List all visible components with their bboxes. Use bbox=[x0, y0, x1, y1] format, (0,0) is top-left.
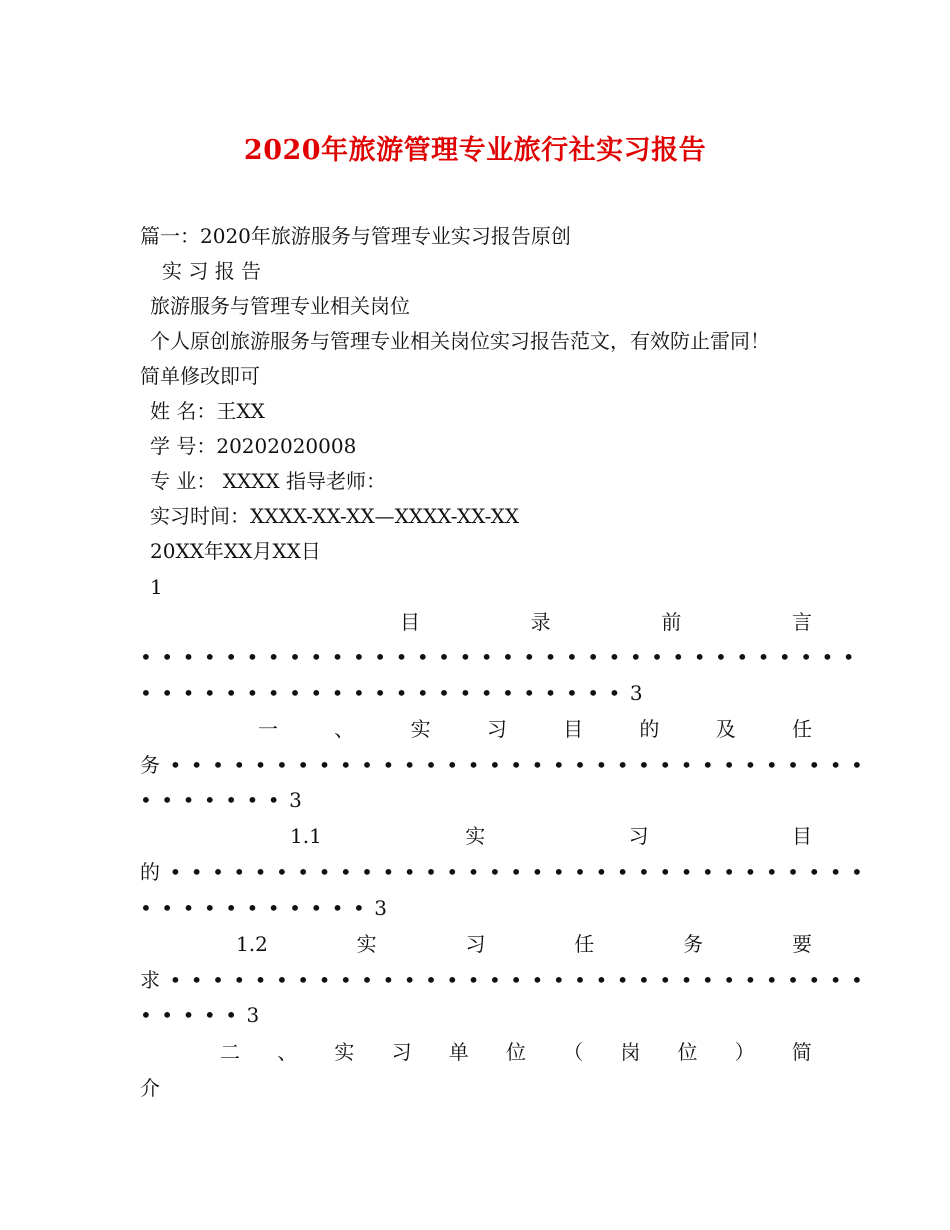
toc-char: 目 bbox=[791, 824, 812, 848]
toc-char: 习 bbox=[486, 717, 507, 741]
toc-char: 录 bbox=[530, 610, 551, 634]
page-number: 1 bbox=[150, 575, 163, 599]
toc-char: （ bbox=[563, 1040, 584, 1064]
toc-char: 位 bbox=[677, 1040, 698, 1064]
internship-period-field: 实习时间：XXXX-XX-XX—XXXX-XX-XX bbox=[150, 504, 520, 528]
toc-char: 1.2 bbox=[236, 932, 268, 956]
date-line: 20XX年XX月XX日 bbox=[150, 539, 321, 563]
toc-char: 言 bbox=[791, 610, 812, 634]
toc-row-section-2 bbox=[220, 1038, 812, 1066]
name-field: 姓 名：王XX bbox=[150, 399, 265, 423]
toc-char: 岗 bbox=[620, 1040, 641, 1064]
toc-char: 习 bbox=[391, 1040, 412, 1064]
toc-leader-end: •••••••••••3 bbox=[140, 896, 397, 920]
toc-char: 目 bbox=[563, 717, 584, 741]
major-line: 旅游服务与管理专业相关岗位 bbox=[150, 294, 410, 318]
article-heading: 篇一：2020年旅游服务与管理专业实习报告原创 bbox=[140, 224, 571, 248]
toc-char: 简 bbox=[791, 1040, 812, 1064]
toc-leader-end: •••••••••••••••••••••••3 bbox=[140, 681, 653, 705]
toc-leader-end: •••••3 bbox=[140, 1003, 269, 1027]
toc-row-section-1-2 bbox=[236, 930, 812, 958]
toc-char: 习 bbox=[628, 824, 649, 848]
toc-char: 任 bbox=[574, 932, 595, 956]
toc-char: 二 bbox=[220, 1040, 240, 1064]
toc-char: 位 bbox=[505, 1040, 526, 1064]
toc-char: 实 bbox=[356, 932, 377, 956]
toc-row-section-1-1 bbox=[290, 822, 812, 850]
toc-leader-dots: 务••••••••••••••••••••••••••••••••• bbox=[140, 753, 873, 777]
toc-char: 及 bbox=[715, 717, 736, 741]
toc-char: 一 bbox=[258, 717, 278, 741]
toc-char: 单 bbox=[448, 1040, 469, 1064]
toc-row-section-1 bbox=[258, 715, 812, 743]
toc-char: 、 bbox=[277, 1040, 298, 1064]
toc-leader-dots: 求••••••••••••••••••••••••••••••••• bbox=[140, 968, 873, 992]
toc-char: 前 bbox=[661, 610, 682, 634]
toc-row-preface bbox=[400, 608, 812, 636]
toc-char: 实 bbox=[410, 717, 431, 741]
intro-line-2: 简单修改即可 bbox=[140, 364, 260, 388]
toc-char: 实 bbox=[465, 824, 486, 848]
document-title: 2020年旅游管理专业旅行社实习报告 bbox=[243, 135, 707, 166]
toc-char: 要 bbox=[791, 932, 812, 956]
toc-char: ） bbox=[734, 1040, 755, 1064]
toc-char: 务 bbox=[683, 932, 704, 956]
toc-leader-end: •••••••3 bbox=[140, 788, 312, 812]
toc-leader-dots: 的••••••••••••••••••••••••••••••••• bbox=[140, 860, 873, 884]
major-field: 专 业： XXXX 指导老师： bbox=[150, 469, 387, 493]
toc-char: 习 bbox=[465, 932, 486, 956]
toc-char: 任 bbox=[791, 717, 812, 741]
toc-char: 1.1 bbox=[290, 824, 322, 848]
intro-line: 个人原创旅游服务与管理专业相关岗位实习报告范文，有效防止雷同！ bbox=[150, 329, 770, 353]
toc-continuation: 介 bbox=[140, 1076, 160, 1100]
toc-char: 目 bbox=[400, 610, 420, 634]
toc-leader-dots: •••••••••••••••••••••••••••••••••• bbox=[140, 645, 865, 669]
report-label: 实 习 报 告 bbox=[162, 259, 262, 283]
toc-char: 、 bbox=[334, 717, 355, 741]
student-id-field: 学 号：20202020008 bbox=[150, 434, 357, 458]
toc-char: 实 bbox=[334, 1040, 355, 1064]
toc-char: 的 bbox=[639, 717, 660, 741]
